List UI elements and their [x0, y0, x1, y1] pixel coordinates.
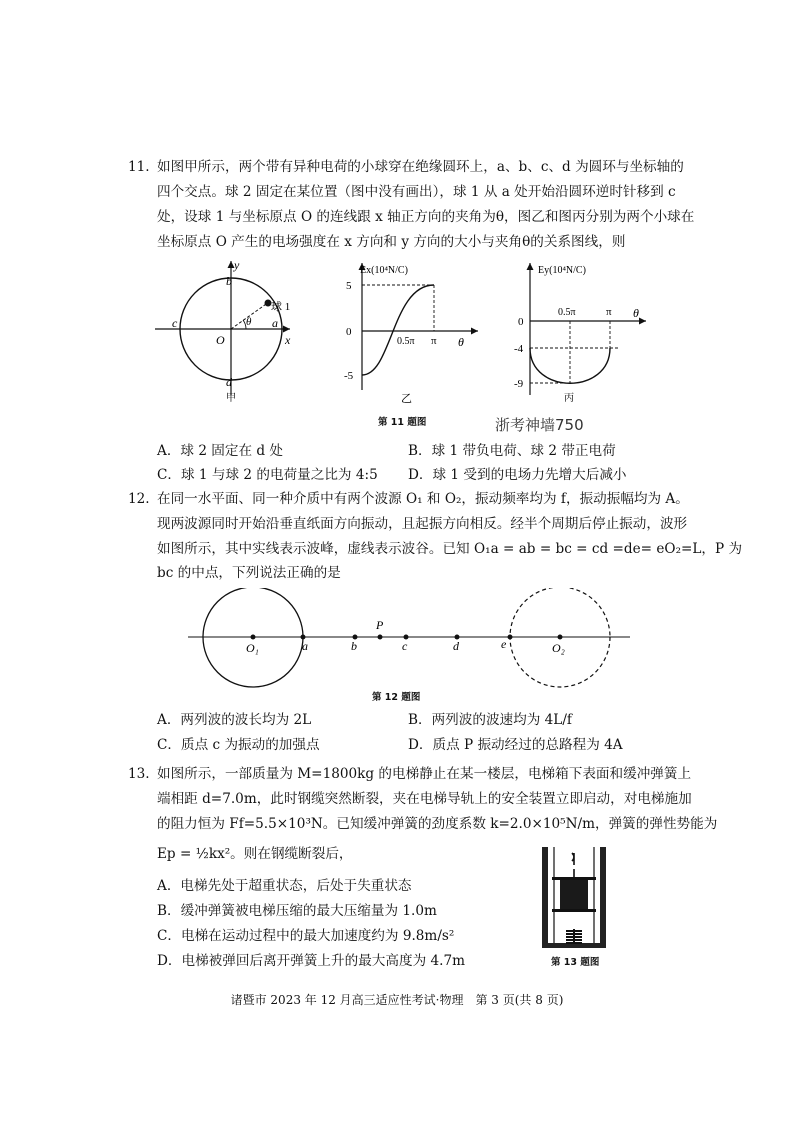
bing-tick-m9: -9 — [514, 378, 524, 390]
buffer-spring — [566, 929, 582, 943]
q12-number: 12. — [128, 491, 150, 507]
q12-o1-dot — [251, 635, 256, 640]
yi-tick-half-pi: 0.5π — [397, 336, 415, 347]
bing-tick-pi: π — [606, 306, 612, 318]
q12-b-label: b — [351, 639, 357, 653]
q13-option-d: D．电梯被弹回后离开弹簧上升的最大高度为 4.7m — [157, 953, 466, 969]
bing-tick-0: 0 — [518, 316, 524, 328]
jia-a-label: a — [272, 316, 278, 330]
bing-caption: 丙 — [564, 393, 574, 404]
broken-cable — [572, 853, 574, 865]
bing-x-label: θ — [633, 306, 639, 320]
watermark: 浙考神墙750 — [495, 416, 584, 434]
q12-line-4: bc 的中点，下列说法正确的是 — [157, 565, 341, 581]
q13-line-4: Ep = ½kx²。则在钢缆断裂后， — [157, 846, 353, 862]
q13-line-3: 的阻力恒为 Ff=5.5×10³N。已知缓冲弹簧的劲度系数 k=2.0×10⁵N/m，弹簧的弹性势能为 — [157, 816, 718, 832]
q13-line-2: 端相距 d=7.0m，此时钢缆突然断裂，夹在电梯导轨上的安全装置立即启动，对电梯施加 — [157, 791, 692, 807]
jia-origin-label: O — [216, 333, 225, 347]
safety-clamp-bottom — [552, 909, 596, 912]
q12-a-label: a — [302, 639, 308, 653]
safety-clamp-top — [552, 877, 596, 880]
q11-option-c: C．球 1 与球 2 的电荷量之比为 4:5 — [157, 467, 378, 483]
q12-d-label: d — [453, 639, 459, 653]
yi-tick-5: 5 — [346, 280, 352, 292]
q11-line-4: 坐标原点 O 产生的电场强度在 x 方向和 y 方向的大小与夹角θ的关系图线，则 — [157, 234, 626, 250]
jia-caption: 甲 — [226, 393, 236, 404]
fig-elevator — [538, 843, 618, 951]
q12-p-label: P — [376, 618, 384, 632]
yi-curve — [362, 285, 434, 375]
bing-y-label: Ey(10⁴N/C) — [538, 265, 586, 276]
q13-line-1: 如图所示，一部质量为 M=1800kg 的电梯静止在某一楼层，电梯箱下表面和缓冲弹簧上 — [157, 766, 692, 782]
jia-d-label: d — [226, 375, 232, 389]
jia-ball-label: 球 1 — [271, 301, 291, 313]
q12-option-b: B．两列波的波速均为 4L/f — [408, 712, 572, 728]
q13-option-a: A．电梯先处于超重状态，后处于失重状态 — [157, 878, 412, 894]
q12-option-a: A．两列波的波长均为 2L — [157, 712, 312, 728]
shaft-left-wall — [542, 847, 548, 947]
q12-line-2: 现两波源同时开始沿垂直纸面方向振动，且起振方向相反。经半个周期后停止振动，波形 — [157, 516, 688, 532]
q11-option-b: B．球 1 带负电荷、球 2 带正电荷 — [408, 443, 616, 459]
page-footer: 诸暨市 2023 年 12 月高三适应性考试·物理 第 3 页(共 8 页) — [230, 993, 564, 1007]
q12-e-dot — [508, 635, 513, 640]
bing-tick-m4: -4 — [514, 343, 524, 355]
yi-x-label: θ — [458, 335, 464, 349]
shaft-right-wall — [600, 847, 606, 947]
yi-tick-0: 0 — [346, 326, 352, 338]
elevator-car — [560, 880, 588, 909]
jia-b-label: b — [226, 274, 232, 288]
q11-line-1: 如图甲所示，两个带有异种电荷的小球穿在绝缘圆环上，a、b、c、d 为圆环与坐标轴的 — [157, 159, 684, 175]
q12-e-label: e — [501, 637, 507, 651]
q12-p-dot — [378, 635, 383, 640]
yi-tick-m5: -5 — [344, 370, 354, 382]
q12-o1-label: O₁ — [246, 641, 259, 655]
jia-y-label: y — [234, 258, 240, 272]
q12-o2-dot — [558, 635, 563, 640]
q13-caption: 第 13 题图 — [551, 957, 600, 968]
q12-c-label: c — [402, 639, 408, 653]
yi-caption: 乙 — [401, 393, 412, 405]
fig-yi — [332, 255, 482, 405]
fig-q12-waves — [180, 588, 640, 688]
jia-x-label: x — [285, 333, 291, 347]
yi-tick-pi: π — [431, 335, 437, 347]
q11-caption: 第 11 题图 — [378, 417, 427, 428]
jia-theta-label: θ — [246, 316, 252, 328]
q11-number: 11. — [128, 159, 150, 175]
fig-bing — [510, 255, 660, 405]
q11-option-a: A．球 2 固定在 d 处 — [157, 443, 284, 459]
q11-option-d: D．球 1 受到的电场力先增大后减小 — [408, 467, 627, 483]
q13-option-b: B．缓冲弹簧被电梯压缩的最大压缩量为 1.0m — [157, 903, 437, 919]
q12-option-c: C．质点 c 为振动的加强点 — [157, 737, 320, 753]
yi-y-label: Ex(10⁴N/C) — [360, 265, 408, 276]
q13-option-c: C．电梯在运动过程中的最大加速度约为 9.8m/s² — [157, 928, 455, 944]
q12-line-3: 如图所示，其中实线表示波峰，虚线表示波谷。已知 O₁a = ab = bc = cd =de= eO₂=L，P 为 — [157, 541, 743, 557]
fig-jia — [150, 255, 300, 405]
q12-o2-label: O₂ — [552, 641, 565, 655]
bing-tick-half-pi: 0.5π — [558, 307, 576, 318]
q12-line-1: 在同一水平面、同一种介质中有两个波源 O₁ 和 O₂，振动频率均为 f，振动振幅均为 A。 — [157, 491, 689, 507]
q13-number: 13. — [128, 766, 150, 782]
q11-line-2: 四个交点。球 2 固定在某位置（图中没有画出），球 1 从 a 处开始沿圆环逆时针移到 c — [157, 184, 676, 200]
jia-c-label: c — [172, 316, 178, 330]
q12-caption: 第 12 题图 — [372, 692, 421, 703]
q12-option-d: D．质点 P 振动经过的总路程为 4A — [408, 737, 623, 753]
q11-line-3: 处，设球 1 与坐标原点 O 的连线跟 x 轴正方向的夹角为θ，图乙和图丙分别为两个小球在 — [157, 209, 695, 225]
